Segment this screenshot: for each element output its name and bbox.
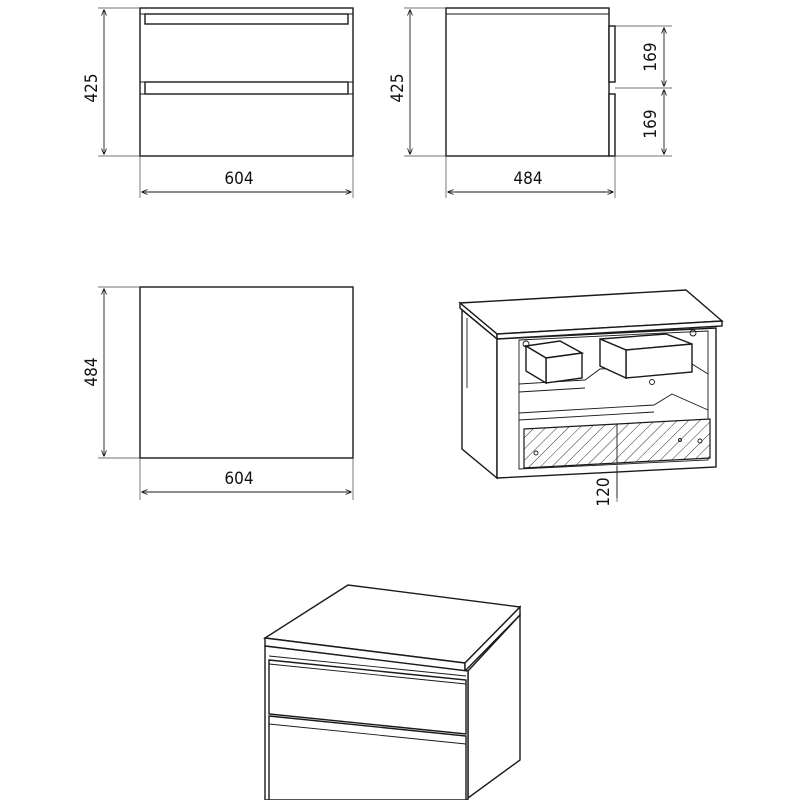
front-middle-handle-gap [145, 82, 348, 94]
top-depth-label: 484 [82, 357, 102, 387]
side-depth-label: 484 [513, 169, 543, 189]
side-height-label: 425 [388, 73, 408, 103]
open-interior-view [460, 290, 722, 507]
top-depth-dimension [82, 287, 140, 458]
front-width-label: 604 [224, 169, 254, 189]
side-upper-drawer-front [609, 26, 615, 82]
front-top-handle-gap [145, 14, 348, 24]
top-width-dimension [140, 458, 353, 500]
top-view-outline [140, 287, 353, 458]
side-height-dimension [388, 8, 446, 156]
side-depth-dimension [446, 156, 615, 198]
side-view [388, 8, 672, 198]
front-width-dimension [140, 156, 353, 198]
side-cabinet-body [446, 8, 609, 156]
side-drawer-dimensions [615, 26, 672, 156]
closed-perspective-view [265, 585, 520, 800]
side-upper-drawer-label: 169 [641, 42, 661, 72]
side-lower-drawer-label: 169 [641, 109, 661, 139]
top-width-label: 604 [224, 469, 254, 489]
front-view [82, 8, 353, 198]
open-view-plinth-label: 120 [594, 477, 614, 507]
front-height-dimension [82, 8, 140, 156]
front-height-label: 425 [82, 73, 102, 103]
top-view [82, 287, 353, 500]
side-lower-drawer-front [609, 94, 615, 156]
